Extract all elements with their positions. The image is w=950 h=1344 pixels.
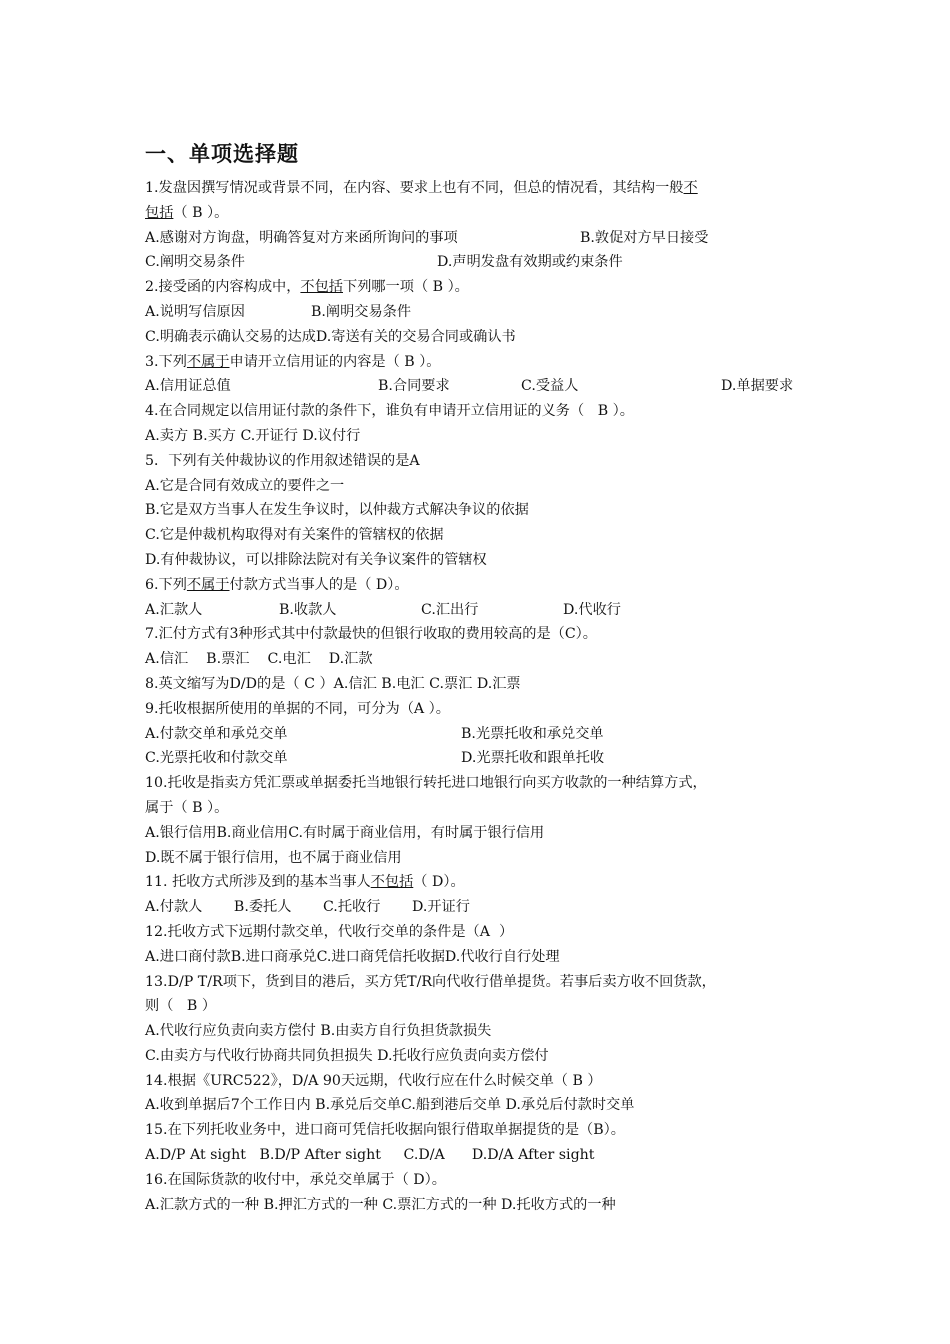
question-2-options-ab: A.说明写信原因 B.阐明交易条件	[145, 303, 412, 320]
question-list	[145, 176, 820, 1217]
question-13-options-ab: A.代收行应负责向卖方偿付 B.由卖方自行负担货款损失	[145, 1023, 492, 1040]
question-1-options-ab: A.感谢对方询盘，明确答复对方来函所询问的事项 B.敦促对方早日接受	[145, 229, 709, 246]
question-2-options-cd: C.明确表示确认交易的达成D.寄送有关的交易合同或确认书	[145, 328, 516, 345]
question-13-stem-cont: 则（ B ）	[145, 998, 217, 1015]
question-5-stem: 5．下列有关仲裁协议的作用叙述错误的是A	[145, 452, 420, 469]
question-5-option-a: A.它是合同有效成立的要件之一	[145, 477, 345, 494]
question-9-options-ab: A.付款交单和承兑交单 B.光票托收和承兑交单	[145, 725, 604, 742]
question-9-options-cd: C.光票托收和付款交单 D.光票托收和跟单托收	[145, 750, 605, 767]
question-6-stem: 6.下列不属于付款方式当事人的是（ D）。	[145, 576, 409, 593]
question-10-option-d: D.既不属于银行信用，也不属于商业信用	[145, 849, 402, 866]
question-1-stem-cont: 包括（ B ）。	[145, 204, 229, 221]
question-4-stem: 4.在合同规定以信用证付款的条件下，谁负有申请开立信用证的义务（ B ）。	[145, 403, 634, 420]
question-13-stem: 13.D/P T/R项下，货到目的港后，买方凭T/R向代收行借单提货。若事后卖方收不回货款，	[145, 973, 716, 990]
question-3-options: A.信用证总值 B.合同要求 C.受益人 D.单据要求	[145, 378, 794, 395]
question-5-option-b: B.它是双方当事人在发生争议时，以仲裁方式解决争议的依据	[145, 502, 529, 519]
question-14-stem: 14.根据《URC522》，D/A 90天远期，代收行应在什么时候交单（ B ）	[145, 1072, 602, 1089]
question-15-stem: 15.在下列托收业务中，进口商可凭信托收据向银行借取单据提货的是（B）。	[145, 1122, 625, 1139]
question-8-stem: 8.英文缩写为D/D的是（ C ）A.信汇 B.电汇 C.票汇 D.汇票	[145, 675, 521, 692]
question-16-options: A.汇款方式的一种 B.押汇方式的一种 C.票汇方式的一种 D.托收方式的一种	[145, 1196, 616, 1213]
question-10-stem: 10.托收是指卖方凭汇票或单据委托当地银行转托进口地银行向买方收款的一种结算方式，	[145, 775, 707, 792]
question-1-stem: 1.发盘因撰写情况或背景不同，在内容、要求上也有不同，但总的情况看，其结构一般不	[145, 180, 698, 196]
question-13-options-cd: C.由卖方与代收行协商共同负担损失 D.托收行应负责向卖方偿付	[145, 1047, 549, 1064]
question-5-option-c: C.它是仲裁机构取得对有关案件的管辖权的依据	[145, 527, 444, 544]
question-10-stem-cont: 属于（ B ）。	[145, 799, 229, 816]
question-12-stem: 12.托收方式下远期付款交单，代收行交单的条件是（A ）	[145, 923, 514, 940]
question-4-options: A.卖方 B.买方 C.开证行 D.议付行	[145, 427, 361, 444]
question-2-stem: 2.接受函的内容构成中，不包括下列哪一项（ B ）。	[145, 279, 469, 296]
question-14-options: A.收到单据后7个工作日内 B.承兑后交单C.船到港后交单 D.承兑后付款时交单	[145, 1097, 635, 1114]
question-5-option-d: D.有仲裁协议，可以排除法院对有关争议案件的管辖权	[145, 551, 487, 568]
question-7-options: A.信汇 B.票汇 C.电汇 D.汇款	[145, 651, 373, 668]
question-3-stem: 3.下列不属于申请开立信用证的内容是（ B ）。	[145, 353, 441, 370]
question-12-options: A.进口商付款B.进口商承兑C.进口商凭信托收据D.代收行自行处理	[145, 948, 560, 965]
question-1-options-cd: C.阐明交易条件 D.声明发盘有效期或约束条件	[145, 254, 623, 271]
question-15-options: A.D/P At sight B.D/P After sight C.D/A D.D/A After sight	[145, 1147, 595, 1164]
question-10-options-abc: A.银行信用B.商业信用C.有时属于商业信用，有时属于银行信用	[145, 824, 545, 841]
question-11-stem: 11. 托收方式所涉及到的基本当事人不包括（ D）。	[145, 874, 465, 891]
question-7-stem: 7.汇付方式有3种形式其中付款最快的但银行收取的费用较高的是（C）。	[145, 626, 597, 643]
question-11-options: A.付款人 B.委托人 C.托收行 D.开证行	[145, 899, 470, 916]
question-6-options: A.汇款人 B.收款人 C.汇出行 D.代收行	[145, 601, 621, 618]
question-16-stem: 16.在国际货款的收付中，承兑交单属于（ D）。	[145, 1171, 446, 1188]
section-heading: 一、单项选择题	[145, 142, 299, 166]
question-9-stem: 9.托收根据所使用的单据的不同，可分为（A ）。	[145, 700, 450, 717]
